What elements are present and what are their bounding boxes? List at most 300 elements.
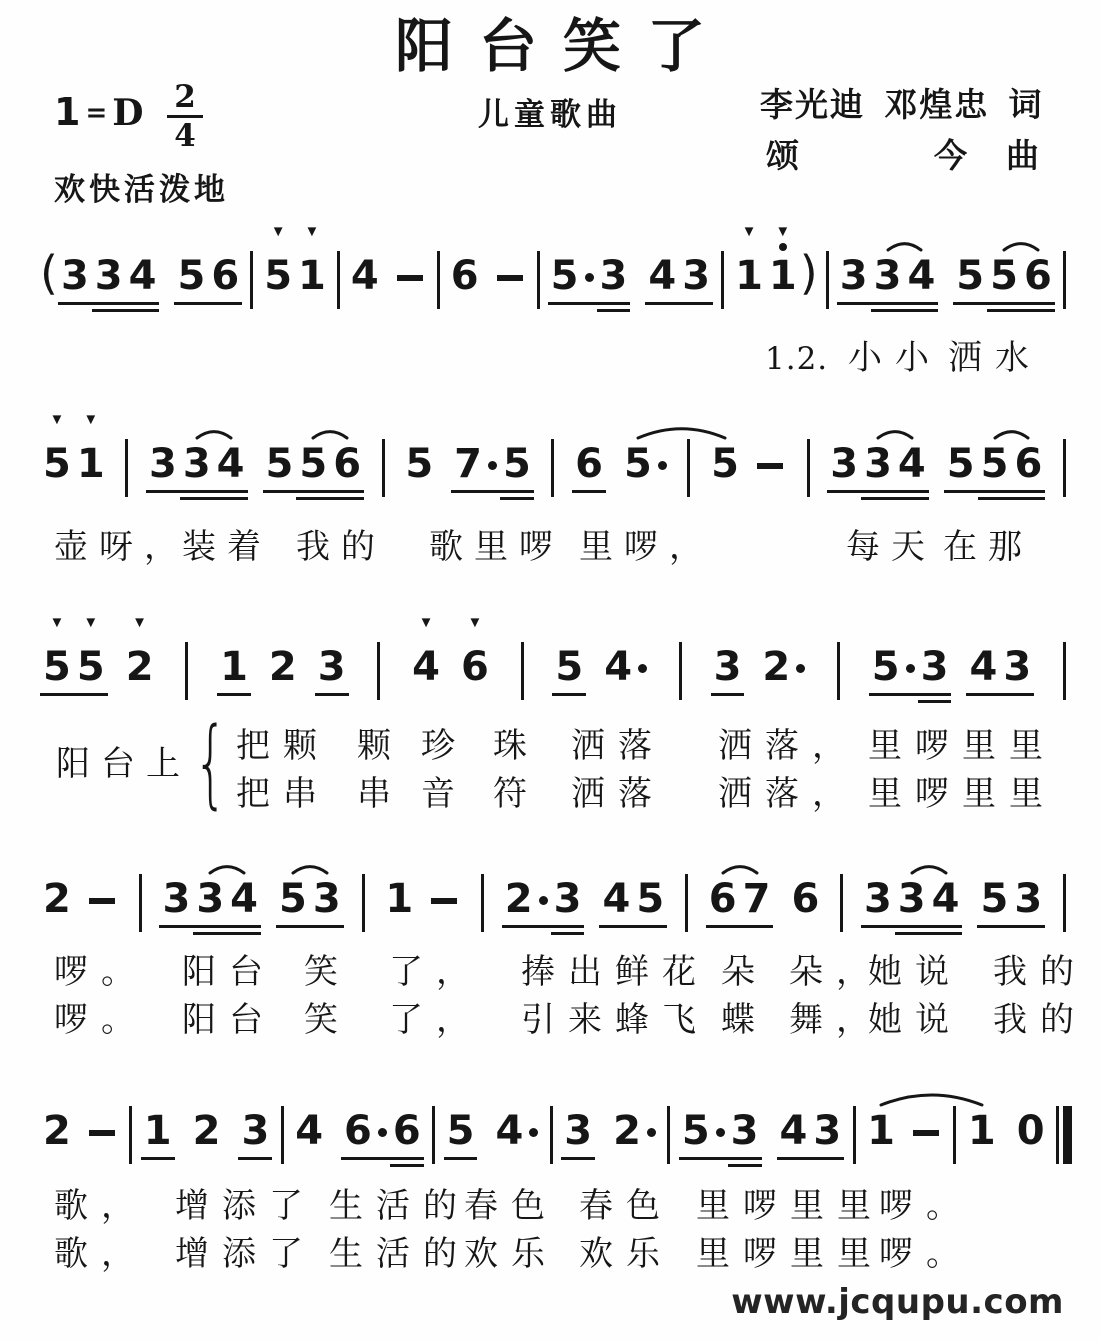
- lyric-segment: 笑: [304, 954, 351, 991]
- lyric-segment: 洒落: [571, 728, 665, 765]
- note-digit: 1: [143, 1108, 172, 1154]
- beam-line: [238, 1157, 272, 1160]
- note: [895, 840, 929, 920]
- note: [944, 405, 978, 485]
- lyric-segment: 颗: [357, 728, 404, 765]
- note: [500, 405, 534, 485]
- beam-line: [987, 309, 1021, 312]
- verse-brace: {: [193, 705, 228, 819]
- barline: [687, 439, 690, 497]
- lyric-segment: 小小: [848, 340, 942, 377]
- duration-dash: [431, 898, 457, 904]
- beam-line: [296, 497, 330, 500]
- note: [492, 1072, 526, 1152]
- measure: [965, 1072, 1048, 1152]
- note-digit: 4: [295, 1108, 324, 1154]
- augmentation-dot: [713, 1072, 728, 1137]
- note: [777, 1072, 811, 1152]
- beam-line: [944, 490, 978, 493]
- beam-line: [572, 490, 606, 493]
- note-digit: 5: [980, 441, 1009, 487]
- lyric-segment: 歌里啰: [429, 529, 564, 566]
- measure: [711, 608, 809, 688]
- note-digit: 3: [897, 876, 926, 922]
- beam-line: [978, 497, 1012, 500]
- note: [711, 608, 745, 688]
- augmentation-dot: [582, 217, 597, 282]
- beam-line: [810, 1157, 844, 1160]
- note: [276, 840, 310, 920]
- duration-dash: [757, 463, 783, 469]
- lyric-segment: 装着: [182, 529, 272, 566]
- note: [409, 608, 443, 688]
- lyrics-row: [0, 527, 1100, 573]
- lyric-segment: 音: [421, 776, 468, 813]
- beam-line: [551, 932, 585, 935]
- lyric-segment: 生活的: [329, 1236, 470, 1273]
- lyric-segment: 里啰里里: [868, 776, 1056, 813]
- note: [1014, 1072, 1048, 1152]
- music-line-1: [40, 217, 1072, 329]
- barline: [1063, 251, 1066, 309]
- barline: [551, 439, 554, 497]
- lyric-segment: 啰。: [54, 954, 148, 991]
- measure: [402, 405, 534, 485]
- note-digit: 3: [813, 1108, 842, 1154]
- note: [953, 217, 987, 297]
- note-digit: 1: [735, 253, 763, 299]
- beam-line: [180, 490, 214, 493]
- beam-line: [263, 490, 297, 493]
- beam-line: [953, 302, 987, 305]
- beam-line: [330, 497, 364, 500]
- measure: [40, 608, 157, 688]
- note-digit: 3: [317, 644, 346, 690]
- barline: [826, 251, 829, 309]
- beam-line: [92, 309, 126, 312]
- beam-line: [861, 490, 895, 493]
- note-digit: 2: [762, 644, 791, 690]
- note-digit: 3: [830, 441, 859, 487]
- note: [348, 217, 382, 297]
- note-digit: 7: [742, 876, 771, 922]
- measure: [409, 608, 492, 688]
- note-digit: 5: [503, 441, 531, 487]
- beam-line: [740, 925, 774, 928]
- note-digit: 6: [575, 441, 603, 487]
- measure: [861, 840, 1045, 920]
- barline: [125, 439, 128, 497]
- lyric-segment: 我的: [993, 954, 1087, 991]
- duration-dash: [89, 1130, 115, 1136]
- beam-line: [837, 302, 871, 305]
- note-digit: 3: [682, 253, 711, 299]
- barline: [337, 251, 340, 309]
- measure: [732, 217, 818, 300]
- note: [296, 405, 330, 485]
- final-barline-thick: [1063, 1106, 1072, 1164]
- beam-line: [315, 693, 349, 696]
- beam-line: [561, 1157, 595, 1160]
- note: [679, 1072, 713, 1152]
- dot-glyph: [647, 1128, 656, 1137]
- duration-dash: [397, 275, 423, 281]
- barline: [837, 642, 840, 700]
- note-digit: 4: [779, 1108, 808, 1154]
- barline: [685, 874, 688, 932]
- beam-line: [193, 925, 227, 928]
- beam-line: [903, 693, 918, 696]
- note-digit: 3: [94, 253, 123, 299]
- duration-dash: [89, 898, 115, 904]
- lyric-segment: 引来蜂飞: [521, 1002, 709, 1039]
- lyric-segment: 1.2.: [765, 341, 829, 377]
- note-digit: 2: [43, 876, 71, 922]
- note-digit: 5: [279, 876, 307, 922]
- barline: [281, 1106, 284, 1164]
- note: [451, 405, 485, 485]
- note-digit: 6: [1014, 441, 1043, 487]
- accent-mark: ▼: [49, 614, 65, 631]
- beam-line: [895, 497, 929, 500]
- note-digit: 4: [969, 644, 998, 690]
- barline: [679, 642, 682, 700]
- measure: [261, 217, 329, 297]
- beam-line: [536, 925, 551, 928]
- beam-line: [227, 925, 261, 928]
- note-digit: 3: [863, 876, 892, 922]
- accent-mark: ▼: [775, 223, 791, 240]
- beam-line: [214, 490, 248, 493]
- note: [871, 217, 905, 297]
- measure: [382, 840, 463, 920]
- accent-mark: ▼: [304, 223, 320, 240]
- note: [315, 608, 349, 688]
- note-digit: 2: [268, 644, 297, 690]
- note-digit: 4: [412, 644, 440, 690]
- note-digit: 4: [216, 441, 245, 487]
- measure: [348, 217, 429, 297]
- measure: [292, 1072, 424, 1152]
- beam-line: [552, 693, 586, 696]
- note: [610, 1072, 644, 1152]
- measure: [837, 217, 1055, 297]
- lyric-segment: 朵，: [789, 954, 883, 991]
- note-digit: 3: [730, 1108, 759, 1154]
- measure: [572, 405, 670, 485]
- beam-line: [827, 490, 861, 493]
- lyric-segment: 里啰里里: [696, 1236, 884, 1273]
- music-line-2: [40, 405, 1072, 517]
- note-digit: 3: [864, 441, 892, 487]
- note: [548, 217, 582, 297]
- beam-line: [711, 693, 745, 696]
- beam-line: [141, 1157, 175, 1160]
- note: [227, 840, 261, 920]
- note-digit: 4: [350, 253, 379, 299]
- note-digit: 6: [344, 1108, 372, 1154]
- beam-line: [208, 302, 242, 305]
- note: [597, 217, 631, 297]
- lyrics-row: [0, 952, 1100, 998]
- lyric-segment: 我的: [993, 1002, 1087, 1039]
- augmentation-dot: [635, 608, 650, 673]
- note-digit: 5: [681, 1108, 710, 1154]
- lyric-segment: 阳台: [182, 1002, 276, 1039]
- measure: [40, 217, 242, 300]
- lyric-segment: 蝶: [721, 1002, 768, 1039]
- beam-line: [485, 490, 500, 493]
- note: [572, 405, 606, 485]
- beam-line: [159, 925, 193, 928]
- key-equals: =: [85, 98, 108, 128]
- lyric-segment: 啰。: [879, 1236, 973, 1273]
- lyric-segment: 朵: [721, 954, 768, 991]
- beam-line: [597, 309, 631, 312]
- barline: [721, 251, 724, 309]
- note: [561, 1072, 595, 1152]
- measure: [679, 1072, 844, 1152]
- beam-line: [1021, 302, 1055, 305]
- note: [146, 405, 180, 485]
- measure: [548, 217, 713, 297]
- beam-line: [1000, 693, 1034, 696]
- beam-line: [918, 700, 952, 703]
- dot-glyph: [539, 896, 548, 905]
- lyric-segment: 欢乐: [464, 1236, 558, 1273]
- note: [126, 217, 160, 297]
- beam-line: [227, 932, 261, 935]
- lyric-segment: 啰。: [54, 1002, 148, 1039]
- note-digit: 3: [1014, 876, 1043, 922]
- measure: [708, 405, 789, 485]
- dot-glyph: [658, 461, 667, 470]
- note-digit: 1: [967, 1108, 996, 1154]
- note: [965, 1072, 999, 1152]
- note-digit: 5: [43, 644, 71, 690]
- note-digit: 5: [43, 441, 71, 487]
- measure: [217, 608, 349, 688]
- barline: [853, 1106, 856, 1164]
- note-digit: 3: [148, 441, 177, 487]
- note-digit: 3: [839, 253, 868, 299]
- note: [679, 217, 713, 297]
- note-digit: 2: [613, 1108, 641, 1154]
- note-digit: 3: [873, 253, 902, 299]
- note: [788, 840, 822, 920]
- note-digit: 5: [299, 441, 328, 487]
- note-digit: 1: [867, 1108, 895, 1154]
- note: [123, 608, 157, 688]
- lyrics-row: [0, 1000, 1100, 1046]
- beam-line: [276, 925, 310, 928]
- note-digit: 1: [298, 253, 326, 299]
- beam-line: [341, 1157, 375, 1160]
- note-digit: 4: [897, 441, 926, 487]
- measure: [869, 608, 1034, 688]
- note-digit: 4: [230, 876, 258, 922]
- measure: [40, 405, 108, 485]
- note: [977, 840, 1011, 920]
- augmentation-dot: [536, 840, 551, 905]
- note: [861, 405, 895, 485]
- beam-line: [918, 693, 952, 696]
- note: [402, 405, 436, 485]
- note-digit: 1: [76, 441, 105, 487]
- beam-line: [92, 302, 126, 305]
- lyric-segment: 舞，: [789, 1002, 883, 1039]
- note: [759, 608, 793, 688]
- song-title: 阳台笑了: [394, 14, 731, 79]
- lyric-segment: 符: [493, 776, 540, 813]
- beam-line: [904, 302, 938, 305]
- note: [837, 217, 871, 297]
- note: [74, 608, 108, 688]
- note: [966, 608, 1000, 688]
- music-line-3: [40, 608, 1072, 720]
- duration-dash: [913, 1130, 939, 1136]
- note-digit: 5: [623, 441, 652, 487]
- note-digit: 5: [76, 644, 105, 690]
- note-digit: 6: [791, 876, 820, 922]
- note-digit: 6: [1023, 253, 1052, 299]
- note: [382, 840, 416, 920]
- note: [40, 608, 74, 688]
- note: [190, 1072, 224, 1152]
- augmentation-dot: [375, 1072, 390, 1137]
- lyric-segment: 洒落: [571, 776, 665, 813]
- note-digit: 4: [907, 253, 936, 299]
- barline: [807, 439, 810, 497]
- beam-line: [861, 925, 895, 928]
- note: [708, 405, 742, 485]
- note: [599, 840, 633, 920]
- lyric-segment: 阳台: [182, 954, 276, 991]
- note: [159, 840, 193, 920]
- beam-line: [174, 302, 208, 305]
- note-digit: 2: [125, 644, 154, 690]
- note: [864, 1072, 898, 1152]
- lyric-segment: 把颗: [236, 728, 330, 765]
- lyric-segment: 珍: [421, 728, 468, 765]
- note-digit: 3: [162, 876, 191, 922]
- barline: [432, 1106, 435, 1164]
- lyric-segment: 洒水: [948, 340, 1042, 377]
- lyric-segment: 增添了: [175, 1188, 316, 1225]
- barline: [1063, 874, 1066, 932]
- beam-line: [895, 490, 929, 493]
- note: [1011, 840, 1045, 920]
- music-line-5: [40, 1072, 1072, 1184]
- note: [987, 217, 1021, 297]
- beam-line: [58, 302, 92, 305]
- beam-line: [871, 302, 905, 305]
- note-digit: 3: [196, 876, 225, 922]
- measure: [40, 840, 121, 920]
- note: [552, 608, 586, 688]
- note-digit: 5: [177, 253, 206, 299]
- barline: [1063, 642, 1066, 700]
- lyricist-credit: 李光迪 邓煌忠 词: [760, 88, 1044, 124]
- note: [214, 405, 248, 485]
- accent-mark: ▼: [83, 614, 99, 631]
- note: [448, 217, 482, 297]
- lyric-segment: 我的: [296, 529, 386, 566]
- beam-line: [1011, 490, 1045, 493]
- note: [261, 217, 295, 297]
- measure: [444, 1072, 542, 1152]
- note-digit: 4: [648, 253, 677, 299]
- lyric-segment: 了，: [389, 1002, 483, 1039]
- duration-dash: [497, 275, 523, 281]
- note-digit: 6: [392, 1108, 421, 1154]
- lyric-segment: 她说: [868, 954, 962, 991]
- dot-glyph: [585, 273, 594, 282]
- note: [827, 405, 861, 485]
- barline: [667, 1106, 670, 1164]
- lyric-segment: 壶呀，: [54, 529, 189, 566]
- beam-line: [548, 302, 582, 305]
- beam-line: [390, 1164, 424, 1167]
- beam-line: [126, 302, 160, 305]
- note: [444, 1072, 478, 1152]
- augmentation-dot: [903, 608, 918, 673]
- beam-line: [869, 693, 903, 696]
- measure: [706, 840, 823, 920]
- note: [74, 405, 108, 485]
- note: [92, 217, 126, 297]
- note: [978, 405, 1012, 485]
- dot-glyph: [488, 461, 497, 470]
- note-digit: 0: [1016, 1108, 1045, 1154]
- note: [633, 840, 667, 920]
- octave-dot: [779, 243, 787, 251]
- note: [895, 405, 929, 485]
- note-digit: 1: [385, 876, 414, 922]
- beam-line: [1011, 497, 1045, 500]
- accent-mark: ▼: [270, 223, 286, 240]
- lyrics-row: [0, 338, 1100, 384]
- note: [728, 1072, 762, 1152]
- beam-line: [978, 490, 1012, 493]
- beam-line: [214, 497, 248, 500]
- beam-line: [74, 693, 108, 696]
- note: [208, 217, 242, 297]
- note-digit: 5: [711, 441, 739, 487]
- beam-line: [500, 490, 534, 493]
- note: [341, 1072, 375, 1152]
- beam-line: [987, 302, 1021, 305]
- note-digit: 7: [454, 441, 482, 487]
- beam-line: [330, 490, 364, 493]
- beam-line: [500, 497, 534, 500]
- lyric-segment: 里啰里里: [696, 1188, 884, 1225]
- lyric-segment: 她说: [868, 1002, 962, 1039]
- final-barline: [1056, 1106, 1072, 1164]
- lyric-segment: 春色: [579, 1188, 673, 1225]
- note-digit: 6: [211, 253, 240, 299]
- augmentation-dot: [655, 405, 670, 470]
- note: [174, 217, 208, 297]
- note: [551, 840, 585, 920]
- augmentation-dot: [485, 405, 500, 470]
- note-digit: 2: [43, 1108, 71, 1154]
- dot-glyph: [716, 1128, 725, 1137]
- note-digit: 6: [460, 644, 489, 690]
- note: [266, 608, 300, 688]
- note: [904, 217, 938, 297]
- lyrics-row: [0, 1186, 1100, 1232]
